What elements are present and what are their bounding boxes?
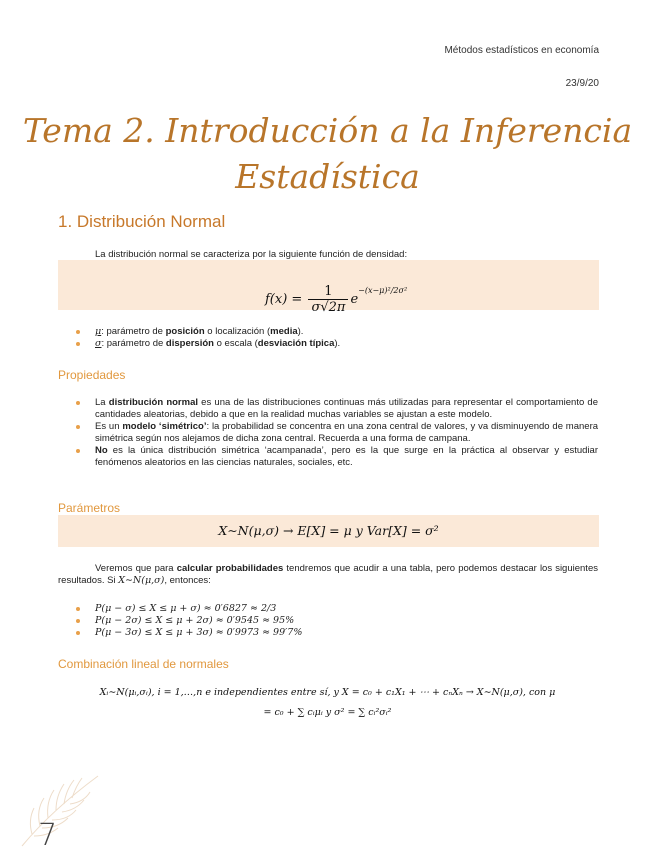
list-item: P(μ − 2σ) ≤ X ≤ μ + 2σ) ≈ 0′9545 ≈ 95% — [58, 615, 598, 627]
bullet-icon — [76, 401, 80, 405]
linear-combination-formula-line-2: = c₀ + ∑ cᵢμᵢ y σ² = ∑ cᵢ²σᵢ² — [263, 707, 392, 718]
density-formula: f(x) = $\frac{1}{\sigma√2\pi}$ $e^{-(x-\mu)^2/2\sigma^2}$ — [265, 284, 408, 315]
bullet-icon — [76, 631, 80, 635]
subheading-combinacion: Combinación lineal de normales — [58, 657, 229, 671]
density-denominator: σ√2π — [311, 300, 346, 315]
page-title-line-1: Tema 2. Introducción a la Inferencia — [22, 111, 633, 150]
parameters-formula: X∼N(μ,σ) → E[X] = μ y Var[X] = σ² — [218, 523, 439, 538]
page-number: 7 — [38, 818, 58, 853]
bullet-icon — [76, 330, 80, 334]
subheading-parametros: Parámetros — [58, 501, 121, 515]
parameter-list — [58, 326, 598, 350]
probabilities-intro: Veremos que para calcular probabilidades tendremos que acudir a una tabla, pero podemos destacar los siguientes resultados. Si X∼N(μ,σ), entonces: — [58, 563, 598, 586]
header-course: Métodos estadísticos en economía — [444, 45, 599, 56]
properties-list — [58, 397, 598, 469]
list-item: P(μ − σ) ≤ X ≤ μ + σ) ≈ 0′6827 ≈ 2/3 — [58, 603, 598, 615]
bullet-icon — [76, 449, 80, 453]
list-item: μ: parámetro de posición o localización (media). — [58, 326, 598, 338]
subheading-propiedades: Propiedades — [58, 368, 126, 382]
parameters-formula-box — [58, 515, 599, 547]
linear-combination-formula-line-1: Xᵢ∼N(μᵢ,σᵢ), i = 1,…,n e independientes entre sí, y X = c₀ + c₁X₁ + ⋯ + cₙXₙ → X∼N(μ,σ), con μ — [99, 687, 556, 698]
list-item: P(μ − 3σ) ≤ X ≤ μ + 3σ) ≈ 0′9973 ≈ 99′7% — [58, 627, 598, 639]
bullet-icon — [76, 619, 80, 623]
header-date: 23/9/20 — [565, 78, 599, 89]
density-formula-box — [58, 260, 599, 315]
section-heading-normal: 1. Distribución Normal — [58, 212, 226, 231]
bullet-icon — [76, 425, 80, 429]
density-numerator: 1 — [308, 284, 348, 300]
list-item: No es la única distribución simétrica ‘acampanada’, pero es la que surge en la práctica al observar y estudiar fenómenos aleatorios en las ciencias naturales, sociales, etc. — [58, 445, 598, 469]
density-exponent: −(x−μ)²/2σ² — [358, 286, 408, 295]
bullet-icon — [76, 607, 80, 611]
page-title-line-2: Estadística — [235, 157, 420, 196]
bullet-icon — [76, 342, 80, 346]
list-item: La distribución normal es una de las distribuciones continuas más utilizadas para representar el comportamiento de cantidades aleatorias, debido a que en la realidad muchas variables se ajustan a este modelo. — [58, 397, 598, 421]
density-intro: La distribución normal se caracteriza por la siguiente función de densidad: — [95, 249, 408, 260]
list-item: σ: parámetro de dispersión o escala (desviación típica). — [58, 338, 598, 350]
list-item: Es un modelo ‘simétrico’: la probabilidad se concentra en una zona central de valores, y va disminuyendo de manera simétrica según nos alejamos de dicha zona central. Recuerda a una forma de campana. — [58, 421, 598, 445]
probabilities-list — [58, 603, 598, 639]
